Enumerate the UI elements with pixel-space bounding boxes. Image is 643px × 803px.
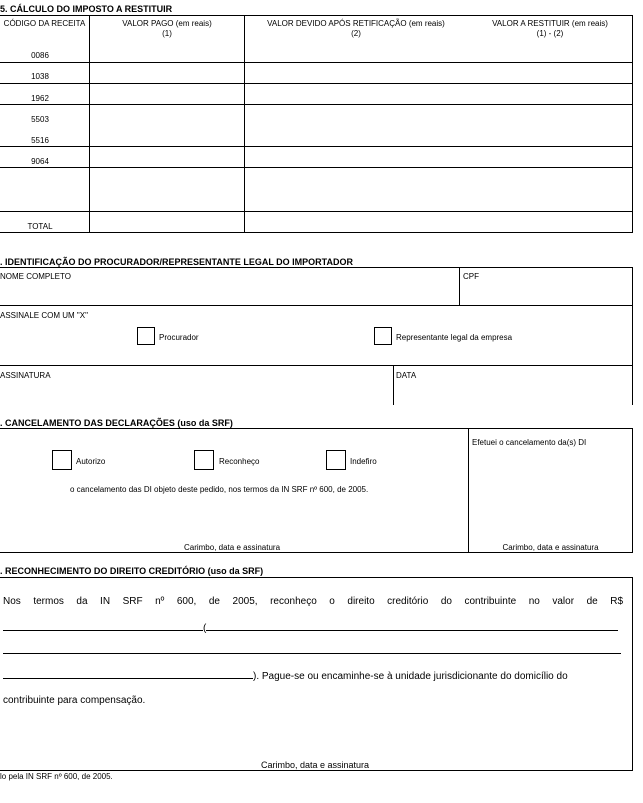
procurador-label: Procurador (159, 333, 199, 342)
reconhecimento-line1: Nos termos da IN SRF nº 600, de 2005, reconheço o direito creditório do contribuinte no valor de R$ (3, 596, 623, 607)
cpf-label: CPF (463, 272, 479, 281)
efetuei-label: Efetuei o cancelamento da(s) DI (472, 438, 587, 447)
cancelamento-text: o cancelamento das DI objeto deste pedido, nos termos da IN SRF nº 600, de 2005. (70, 485, 369, 494)
carimbo-label: Carimbo, data e assinatura (260, 760, 370, 770)
col-header-codigo: CÓDIGO DA RECEITA (3, 19, 86, 28)
nome-completo-field[interactable] (0, 283, 458, 303)
valor-extenso-blank[interactable] (206, 621, 618, 631)
footer-note: lo pela IN SRF nº 600, de 2005. (0, 772, 113, 781)
total-label: TOTAL (27, 222, 53, 231)
reconhecimento-line3 (3, 669, 627, 681)
reconhecimento-line4: contribuinte para compensação. (3, 695, 146, 706)
code-cell: 9064 (31, 157, 49, 166)
valor-numerico-blank[interactable] (3, 621, 203, 631)
valor-extenso-blank-3[interactable] (3, 669, 253, 679)
representante-checkbox[interactable] (374, 327, 392, 345)
autorizo-checkbox[interactable] (52, 450, 72, 470)
col-header-valor-devido: VALOR DEVIDO APÓS RETIFICAÇÃO (em reais) (267, 19, 445, 28)
nome-completo-label: NOME COMPLETO (0, 272, 71, 281)
col-header-valor-pago: VALOR PAGO (em reais) (122, 19, 212, 28)
reconheco-label: Reconheço (219, 457, 260, 466)
assinatura-label: ASSINATURA (0, 371, 51, 380)
code-cell: 0086 (31, 51, 49, 60)
col-header-valor-pago-num: (1) (162, 29, 172, 38)
valor-extenso-blank-2[interactable] (3, 653, 621, 654)
code-cell: 1962 (31, 94, 49, 103)
paren-open: ( (203, 623, 207, 634)
code-cell: 5503 (31, 115, 49, 124)
code-cell: 5516 (31, 136, 49, 145)
data-field[interactable] (396, 382, 630, 402)
section-6-title: . IDENTIFICAÇÃO DO PROCURADOR/REPRESENTANTE LEGAL DO IMPORTADOR (0, 257, 354, 267)
autorizo-label: Autorizo (76, 457, 106, 466)
section-5-title: 5. CÁLCULO DO IMPOSTO A RESTITUIR (0, 4, 173, 14)
carimbo-label-left: Carimbo, data e assinatura (183, 543, 281, 552)
col-header-valor-devido-num: (2) (351, 29, 361, 38)
col-header-valor-restituir-num: (1) - (2) (536, 29, 564, 38)
representante-label: Representante legal da empresa (396, 333, 513, 342)
col-header-valor-restituir: VALOR A RESTITUIR (em reais) (492, 19, 608, 28)
cpf-field[interactable] (462, 283, 630, 303)
section-7-title: . CANCELAMENTO DAS DECLARAÇÕES (uso da SRF) (0, 418, 233, 428)
reconhecimento-line3-text: ). Pague-se ou encaminhe-se à unidade jurisdicionante do domicílio do (253, 671, 568, 682)
indefiro-label: Indefiro (350, 457, 377, 466)
data-label: DATA (396, 371, 417, 380)
assinatura-field[interactable] (0, 382, 390, 402)
indefiro-checkbox[interactable] (326, 450, 346, 470)
reconheco-checkbox[interactable] (194, 450, 214, 470)
code-cell: 1038 (31, 72, 49, 81)
reconhecimento-line2 (3, 621, 623, 633)
carimbo-label-right: Carimbo, data e assinatura (502, 543, 599, 552)
assinale-label: ASSINALE COM UM "X" (0, 311, 88, 320)
procurador-checkbox[interactable] (137, 327, 155, 345)
section-8-title: . RECONHECIMENTO DO DIREITO CREDITÓRIO (uso da SRF) (0, 566, 264, 576)
